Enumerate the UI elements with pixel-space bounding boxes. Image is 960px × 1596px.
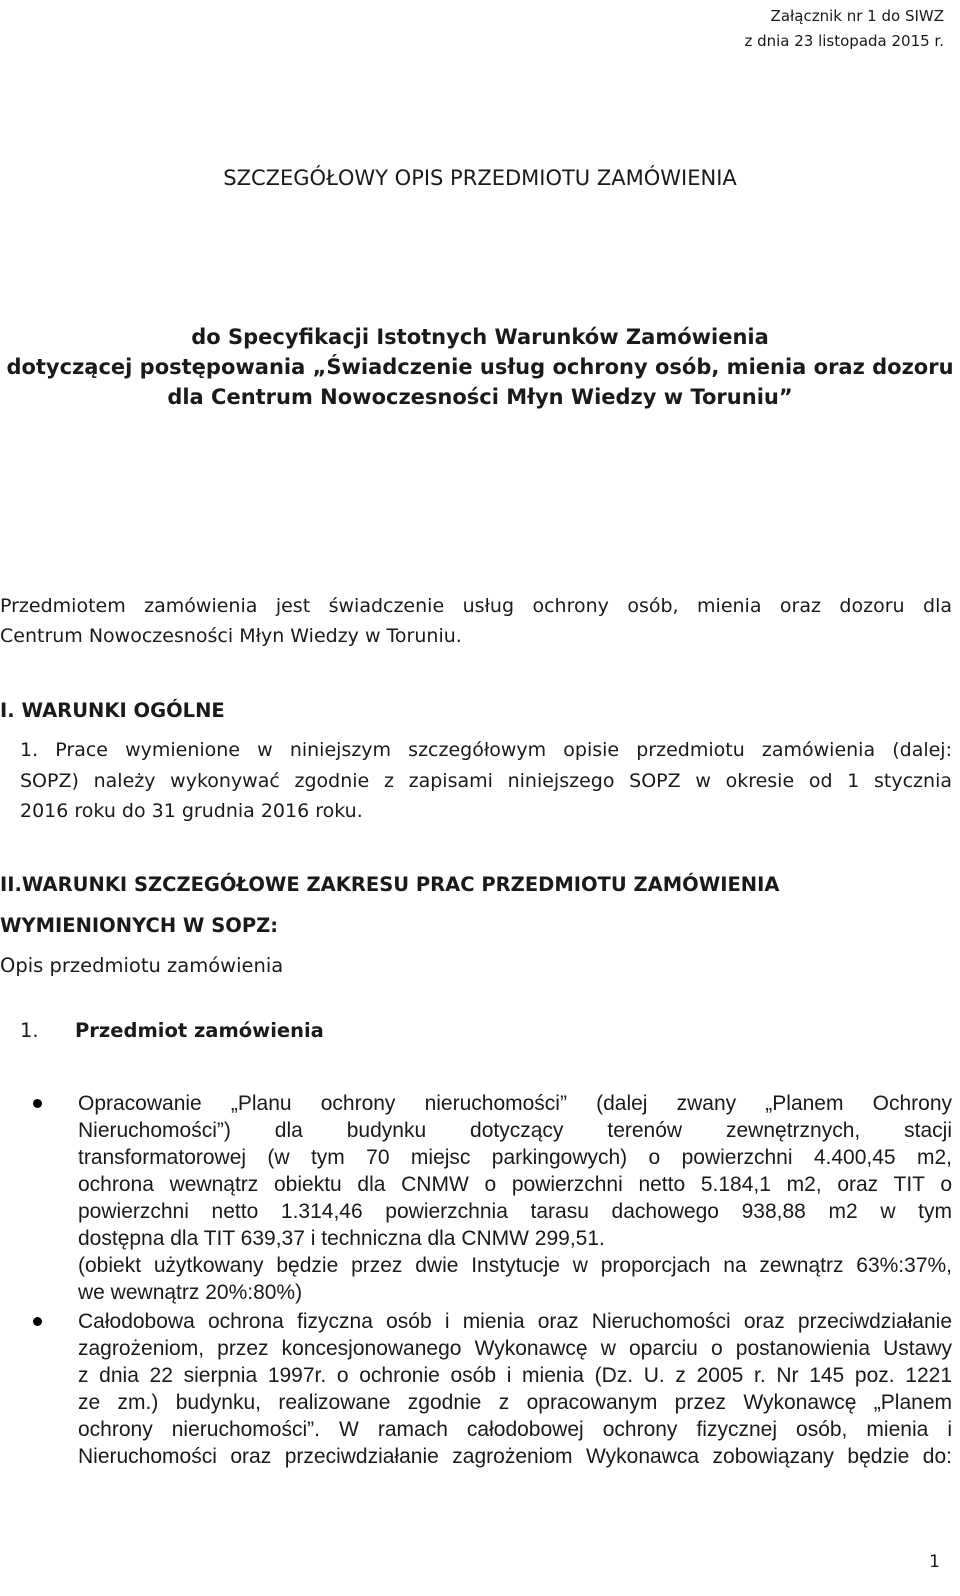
section-2-heading-line-2: WYMIENIONYCH W SOPZ: bbox=[0, 914, 279, 937]
annex-line-2: z dnia 23 listopada 2015 r. bbox=[744, 32, 944, 50]
subtitle-line-1: do Specyfikacji Istotnych Warunków Zamówienia bbox=[191, 325, 769, 349]
bullet-item-1 bbox=[78, 1090, 952, 1306]
intro-paragraph bbox=[0, 591, 952, 651]
bullet-marker bbox=[33, 1317, 42, 1326]
item-number: 1. bbox=[20, 1019, 39, 1042]
section-1-paragraph bbox=[20, 735, 952, 827]
page-number: 1 bbox=[929, 1552, 940, 1572]
section-2-heading-line-1: II.WARUNKI SZCZEGÓŁOWE ZAKRESU PRAC PRZEDMIOTU ZAMÓWIENIA bbox=[0, 873, 780, 896]
bullet-1-line-3: transformatorowej (w tym 70 miejsc parkingowych) o powierzchni 4.400,45 m2, bbox=[78, 1146, 952, 1169]
bullet-1-line-7: (obiekt użytkowany będzie przez dwie Instytucje w proporcjach na zewnątrz 63%:37%, bbox=[78, 1254, 952, 1277]
bullet-2-line-3: z dnia 22 sierpnia 1997r. o ochronie osób i mienia (Dz. U. z 2005 r. Nr 145 poz. 1221 bbox=[78, 1364, 952, 1387]
item-title: Przedmiot zamówienia bbox=[75, 1019, 324, 1042]
section-1-heading: I. WARUNKI OGÓLNE bbox=[0, 699, 225, 722]
bullet-2-line-6: Nieruchomości oraz przeciwdziałanie zagrożeniom Wykonawca zobowiązany będzie do: bbox=[78, 1445, 952, 1468]
bullet-1-line-4: ochrona wewnątrz obiektu dla CNMW o powierzchni netto 5.184,1 m2, oraz TIT o bbox=[78, 1173, 952, 1196]
intro-line-2: Centrum Nowoczesności Młyn Wiedzy w Toruniu. bbox=[0, 625, 462, 647]
bullet-2-line-2: zagrożeniom, przez koncesjonowanego Wykonawcę w oparciu o postanowienia Ustawy bbox=[78, 1337, 952, 1360]
document-title: SZCZEGÓŁOWY OPIS PRZEDMIOTU ZAMÓWIENIA bbox=[223, 166, 737, 190]
section-1-line-2: SOPZ) należy wykonywać zgodnie z zapisami niniejszego SOPZ w okresie od 1 stycznia bbox=[20, 769, 952, 792]
section-1-line-3: 2016 roku do 31 grudnia 2016 roku. bbox=[20, 800, 363, 822]
bullet-marker bbox=[33, 1099, 42, 1108]
bullet-2-line-1: Całodobowa ochrona fizyczna osób i mienia oraz Nieruchomości oraz przeciwdziałanie bbox=[78, 1310, 952, 1333]
section-1-line-1: 1. Prace wymienione w niniejszym szczegółowym opisie przedmiotu zamówienia (dalej: bbox=[20, 739, 952, 761]
bullet-1-line-6: dostępna dla TIT 639,37 i techniczna dla CNMW 299,51. bbox=[78, 1227, 605, 1250]
subtitle-line-2: dotyczącej postępowania „Świadczenie usług ochrony osób, mienia oraz dozoru bbox=[6, 355, 954, 379]
bullet-1-line-5: powierzchni netto 1.314,46 powierzchnia tarasu dachowego 938,88 m2 w tym bbox=[78, 1200, 952, 1223]
subtitle bbox=[0, 322, 960, 412]
section-2-subheading: Opis przedmiotu zamówienia bbox=[0, 954, 284, 977]
bullet-2-line-5: ochrony nieruchomości”. W ramach całodobowej ochrony fizycznej osób, mienia i bbox=[78, 1418, 952, 1441]
annex-note bbox=[744, 4, 944, 54]
annex-line-1: Załącznik nr 1 do SIWZ bbox=[770, 7, 944, 25]
bullet-1-line-8: we wewnątrz 20%:80%) bbox=[78, 1281, 303, 1304]
bullet-1-line-2: Nieruchomości”) dla budynku dotyczący terenów zewnętrznych, stacji bbox=[78, 1119, 952, 1142]
bullet-item-2 bbox=[78, 1308, 952, 1470]
intro-line-1: Przedmiotem zamówienia jest świadczenie usług ochrony osób, mienia oraz dozoru dla bbox=[0, 595, 952, 617]
bullet-2-line-4: ze zm.) budynku, realizowane zgodnie z opracowanym przez Wykonawcę „Planem bbox=[78, 1391, 952, 1414]
bullet-1-line-1: Opracowanie „Planu ochrony nieruchomości” (dalej zwany „Planem Ochrony bbox=[78, 1092, 952, 1115]
subtitle-line-3: dla Centrum Nowoczesności Młyn Wiedzy w Toruniu” bbox=[167, 385, 793, 409]
